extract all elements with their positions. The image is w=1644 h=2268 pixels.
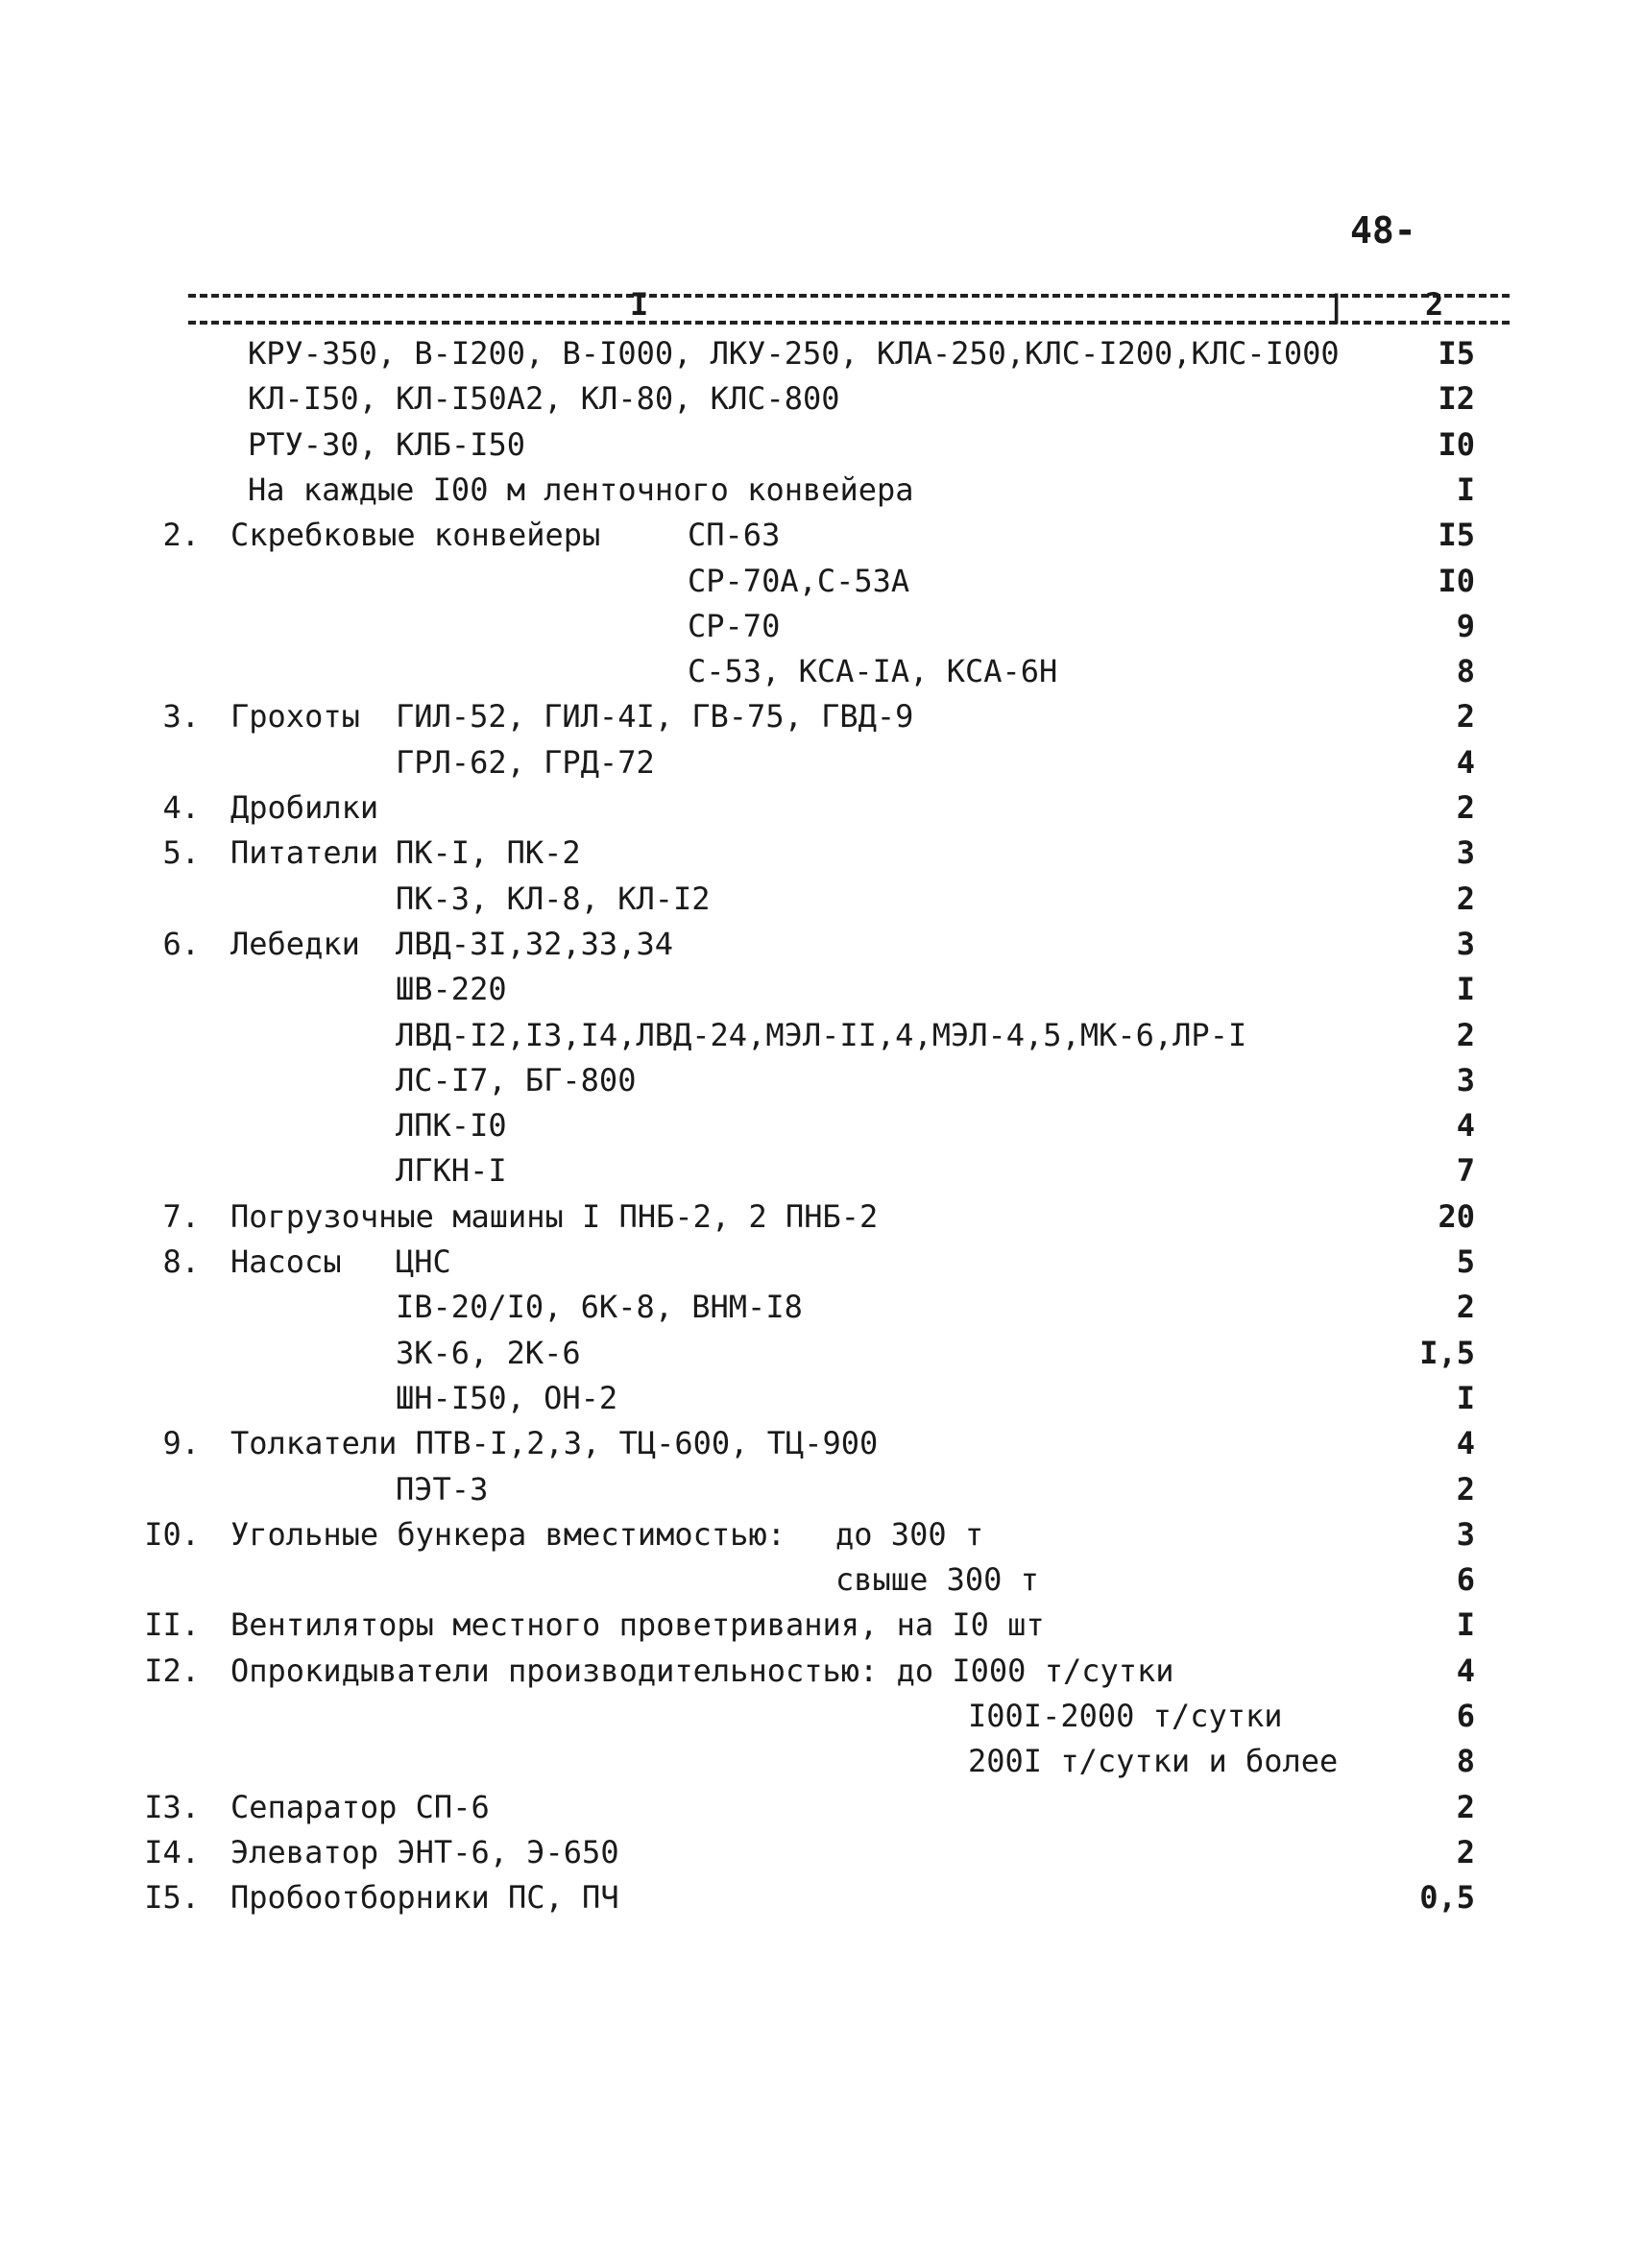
row-number: 6. [162, 925, 200, 962]
row-model: СП-63 [688, 517, 781, 554]
row-item: Дробилки [230, 789, 379, 826]
table-row [0, 1286, 1644, 1332]
table-row [0, 469, 1644, 515]
table-row [0, 650, 1644, 696]
table-row [0, 1468, 1644, 1514]
row-value: 2 [1456, 880, 1475, 917]
row-model: ПК-3, КЛ-8, КЛ-I2 [396, 880, 711, 917]
column-header-2: 2 [1425, 286, 1444, 323]
row-value: I0 [1438, 425, 1475, 463]
row-value: I5 [1438, 517, 1475, 554]
row-model: ШН-I50, ОН-2 [396, 1379, 618, 1416]
table-row [0, 1195, 1644, 1242]
table-row [0, 1422, 1644, 1468]
table-row [0, 1241, 1644, 1287]
table-row [0, 560, 1644, 606]
table-row [0, 423, 1644, 470]
row-item: Опрокидыватели производительностью: до I000 т/сутки [230, 1652, 1174, 1689]
table-row [0, 1786, 1644, 1832]
row-number: 7. [162, 1197, 200, 1235]
row-item: Угольные бункера вместимостью: [230, 1515, 786, 1553]
row-model: ГИЛ-52, ГИЛ-4I, ГВ-75, ГВД-9 [396, 698, 914, 736]
table-row [0, 1604, 1644, 1650]
row-number: I3. [144, 1788, 200, 1825]
row-value: 20 [1438, 1197, 1475, 1235]
row-item: Питатели [230, 834, 379, 872]
row-model: ЦНС [396, 1243, 451, 1280]
row-model: ЛС-I7, БГ-800 [396, 1061, 637, 1098]
row-item: КРУ-350, В-I200, В-I000, ЛКУ-250, КЛА-250,КЛС-I200,КЛС-I000 [248, 335, 1340, 372]
row-value: 6 [1456, 1561, 1475, 1599]
row-condition: I00I-2000 т/сутки [968, 1698, 1283, 1734]
row-value: I0 [1438, 562, 1475, 599]
table-row [0, 1149, 1644, 1195]
row-number: II. [144, 1606, 200, 1644]
table-row [0, 832, 1644, 878]
row-value: 4 [1456, 1425, 1475, 1462]
row-model: ПК-I, ПК-2 [396, 834, 581, 872]
table-row [0, 1876, 1644, 1922]
column-separator: | [1327, 288, 1346, 325]
row-item: КЛ-I50, КЛ-I50А2, КЛ-80, КЛС-800 [248, 380, 840, 418]
row-value: 5 [1456, 1243, 1475, 1280]
row-value: I2 [1438, 380, 1475, 418]
row-number: I5. [144, 1879, 200, 1917]
table-row [0, 741, 1644, 787]
row-item: На каждые I00 м ленточного конвейера [248, 470, 914, 508]
row-model: ЛВД-I2,I3,I4,ЛВД-24,МЭЛ-II,4,МЭЛ-4,5,МК-6,ЛР-I [396, 1016, 1247, 1053]
row-value: 2 [1456, 1833, 1475, 1870]
row-model: IВ-20/I0, 6К-8, ВНМ-I8 [396, 1289, 803, 1326]
row-condition: до 300 т [835, 1515, 984, 1553]
row-value: 4 [1456, 743, 1475, 781]
row-model: СР-70А,С-53А [688, 562, 910, 599]
table-row [0, 1740, 1644, 1786]
table-row [0, 605, 1644, 651]
row-value: 8 [1456, 653, 1475, 690]
row-value: 6 [1456, 1698, 1475, 1734]
row-value: I [1456, 470, 1475, 508]
row-value: 2 [1456, 698, 1475, 736]
row-model: ЛГКН-I [396, 1152, 507, 1190]
table-row [0, 1650, 1644, 1696]
row-value: I [1456, 1379, 1475, 1416]
row-number: I0. [144, 1515, 200, 1553]
table-row [0, 1332, 1644, 1378]
row-model: С-53, КСА-IА, КСА-6Н [688, 653, 1058, 690]
row-model: ПЭТ-3 [396, 1470, 489, 1508]
table-row [0, 377, 1644, 423]
row-value: 2 [1456, 789, 1475, 826]
row-item: Сепаратор СП-6 [230, 1788, 490, 1825]
row-value: 2 [1456, 1788, 1475, 1825]
page-number: 48- [1350, 209, 1416, 252]
row-condition: 200I т/сутки и более [968, 1743, 1339, 1780]
row-item: РТУ-30, КЛБ-I50 [248, 425, 525, 463]
row-model: ШВ-220 [396, 971, 507, 1008]
row-model: 3К-6, 2К-6 [396, 1334, 581, 1371]
row-item: Элеватор ЭНТ-6, Э-650 [230, 1833, 619, 1870]
row-value: 2 [1456, 1470, 1475, 1508]
row-number: 3. [162, 698, 200, 736]
table-row [0, 1513, 1644, 1559]
row-item: Толкатели ПТВ-I,2,3, ТЦ-600, ТЦ-900 [230, 1425, 879, 1462]
row-item: Скребковые конвейеры [230, 517, 601, 554]
row-number: 4. [162, 789, 200, 826]
table-row [0, 514, 1644, 560]
row-number: I4. [144, 1833, 200, 1870]
row-value: 0,5 [1419, 1879, 1475, 1917]
row-number: 8. [162, 1243, 200, 1280]
table-row [0, 1014, 1644, 1060]
row-value: I,5 [1419, 1334, 1475, 1371]
row-value: 3 [1456, 834, 1475, 872]
table-row [0, 1104, 1644, 1150]
table-row [0, 878, 1644, 924]
row-condition: свыше 300 т [835, 1561, 1039, 1599]
row-item: Вентиляторы местного проветривания, на I0 шт [230, 1606, 1045, 1644]
row-number: 2. [162, 517, 200, 554]
table-row [0, 695, 1644, 741]
row-value: I [1456, 1606, 1475, 1644]
row-value: 3 [1456, 925, 1475, 962]
row-item: Насосы [230, 1243, 342, 1280]
row-value: 3 [1456, 1061, 1475, 1098]
row-value: 9 [1456, 607, 1475, 644]
column-header-1: I [630, 286, 649, 323]
table-row [0, 1377, 1644, 1423]
table-row [0, 332, 1644, 378]
row-value: 7 [1456, 1152, 1475, 1190]
row-item: Пробоотборники ПС, ПЧ [230, 1879, 619, 1917]
row-value: 2 [1456, 1289, 1475, 1326]
header-rule-top [188, 294, 1510, 298]
table-row [0, 1558, 1644, 1604]
table-row [0, 786, 1644, 832]
row-value: 4 [1456, 1107, 1475, 1145]
row-number: 9. [162, 1425, 200, 1462]
table-row [0, 968, 1644, 1014]
row-value: I [1456, 971, 1475, 1008]
row-model: СР-70 [688, 607, 781, 644]
table-row [0, 923, 1644, 969]
row-item: Погрузочные машины I ПНБ-2, 2 ПНБ-2 [230, 1197, 879, 1235]
table-row [0, 1059, 1644, 1105]
row-number: I2. [144, 1652, 200, 1689]
row-number: 5. [162, 834, 200, 872]
row-item: Грохоты [230, 698, 360, 736]
row-model: ГРЛ-62, ГРД-72 [396, 743, 655, 781]
row-value: 2 [1456, 1016, 1475, 1053]
row-value: 4 [1456, 1652, 1475, 1689]
header-rule-bottom [188, 321, 1510, 325]
row-model: ЛПК-I0 [396, 1107, 507, 1145]
row-value: 3 [1456, 1515, 1475, 1553]
table-row [0, 1695, 1644, 1741]
row-value: 8 [1456, 1743, 1475, 1780]
table-row [0, 1831, 1644, 1877]
row-value: I5 [1438, 335, 1475, 372]
row-item: Лебедки [230, 925, 360, 962]
row-model: ЛВД-3I,32,33,34 [396, 925, 673, 962]
